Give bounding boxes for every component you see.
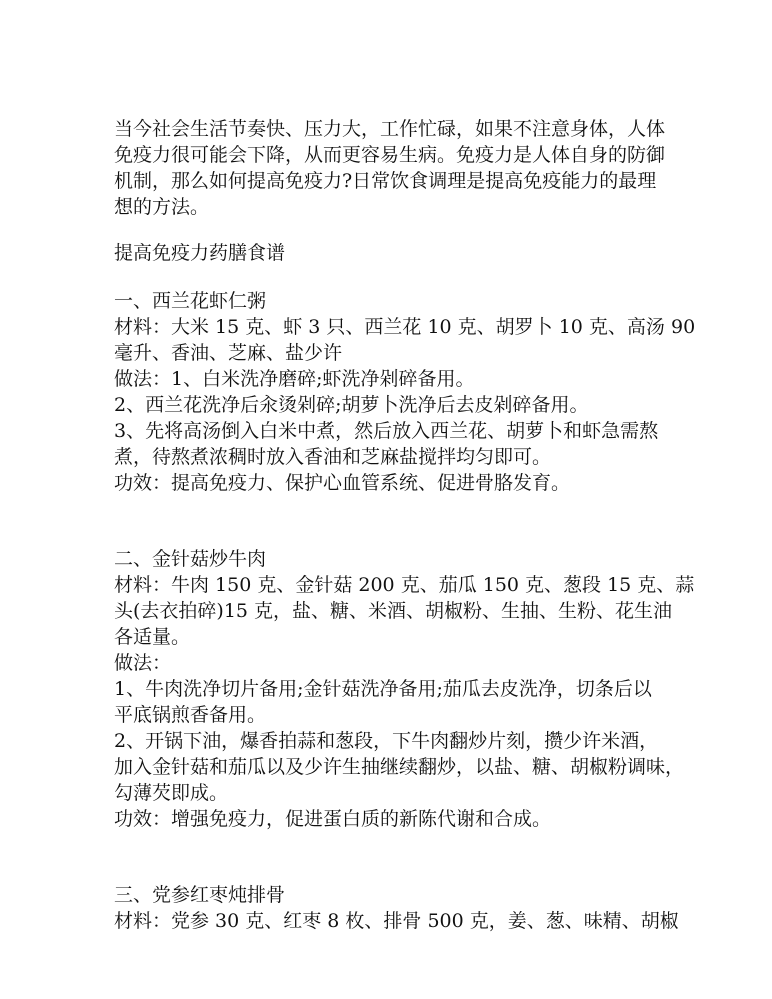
recipe-2-method: 2、开锅下油，爆香拍蒜和葱段，下牛肉翻炒片刻，攒少许米酒， bbox=[114, 730, 659, 752]
recipe-2-materials: 各适量。 bbox=[114, 626, 191, 648]
recipe-2-effect: 功效：增强免疫力，促进蛋白质的新陈代谢和合成。 bbox=[114, 808, 552, 830]
intro-line: 免疫力很可能会下降，从而更容易生病。免疫力是人体自身的防御 bbox=[114, 144, 666, 166]
recipe-2-method: 平底锅煎香备用。 bbox=[114, 704, 267, 726]
recipe-3-materials: 材料：党参 30 克、红枣 8 枚、排骨 500 克，姜、葱、味精、胡椒 bbox=[114, 910, 679, 932]
recipe-1-method: 2、西兰花洗净后汆烫剁碎;胡萝卜洗净后去皮剁碎备用。 bbox=[114, 394, 589, 416]
recipe-2-materials: 材料：牛肉 150 克、金针菇 200 克、茄瓜 150 克、葱段 15 克、蒜 bbox=[114, 574, 695, 596]
recipe-1-materials: 毫升、香油、芝麻、盐少许 bbox=[114, 342, 343, 364]
recipe-2-materials: 头(去衣拍碎)15 克，盐、糖、米酒、胡椒粉、生抽、生粉、花生油 bbox=[114, 600, 673, 622]
intro-line: 想的方法。 bbox=[114, 196, 210, 218]
recipe-1-method: 做法：1、白米洗净磨碎;虾洗净剁碎备用。 bbox=[114, 368, 475, 390]
recipe-1-method: 煮，待熬煮浓稠时放入香油和芝麻盐搅拌均匀即可。 bbox=[114, 446, 552, 468]
recipe-3-title: 三、党参红枣炖排骨 bbox=[114, 884, 286, 906]
recipe-1-method: 3、先将高汤倒入白米中煮，然后放入西兰花、胡萝卜和虾急需熬 bbox=[114, 420, 659, 442]
recipe-2-method: 勾薄芡即成。 bbox=[114, 782, 229, 804]
section-heading: 提高免疫力药膳食谱 bbox=[114, 242, 286, 264]
recipe-1-materials: 材料：大米 15 克、虾 3 只、西兰花 10 克、胡罗卜 10 克、高汤 90 bbox=[114, 316, 696, 338]
intro-line: 当今社会生活节奏快、压力大，工作忙碌，如果不注意身体，人体 bbox=[114, 118, 666, 140]
intro-line: 机制，那么如何提高免疫力?日常饮食调理是提高免疫能力的最理 bbox=[114, 170, 657, 192]
recipe-2-title: 二、金针菇炒牛肉 bbox=[114, 548, 267, 570]
recipe-2-method: 做法： bbox=[114, 652, 172, 674]
recipe-2-method: 加入金针菇和茄瓜以及少许生抽继续翻炒，以盐、糖、胡椒粉调味， bbox=[114, 756, 685, 778]
recipe-1-title: 一、西兰花虾仁粥 bbox=[114, 290, 267, 312]
recipe-2-method: 1、牛肉洗净切片备用;金针菇洗净备用;茄瓜去皮洗净，切条后以 bbox=[114, 678, 652, 700]
recipe-1-effect: 功效：提高免疫力、保护心血管系统、促进骨胳发育。 bbox=[114, 472, 571, 494]
